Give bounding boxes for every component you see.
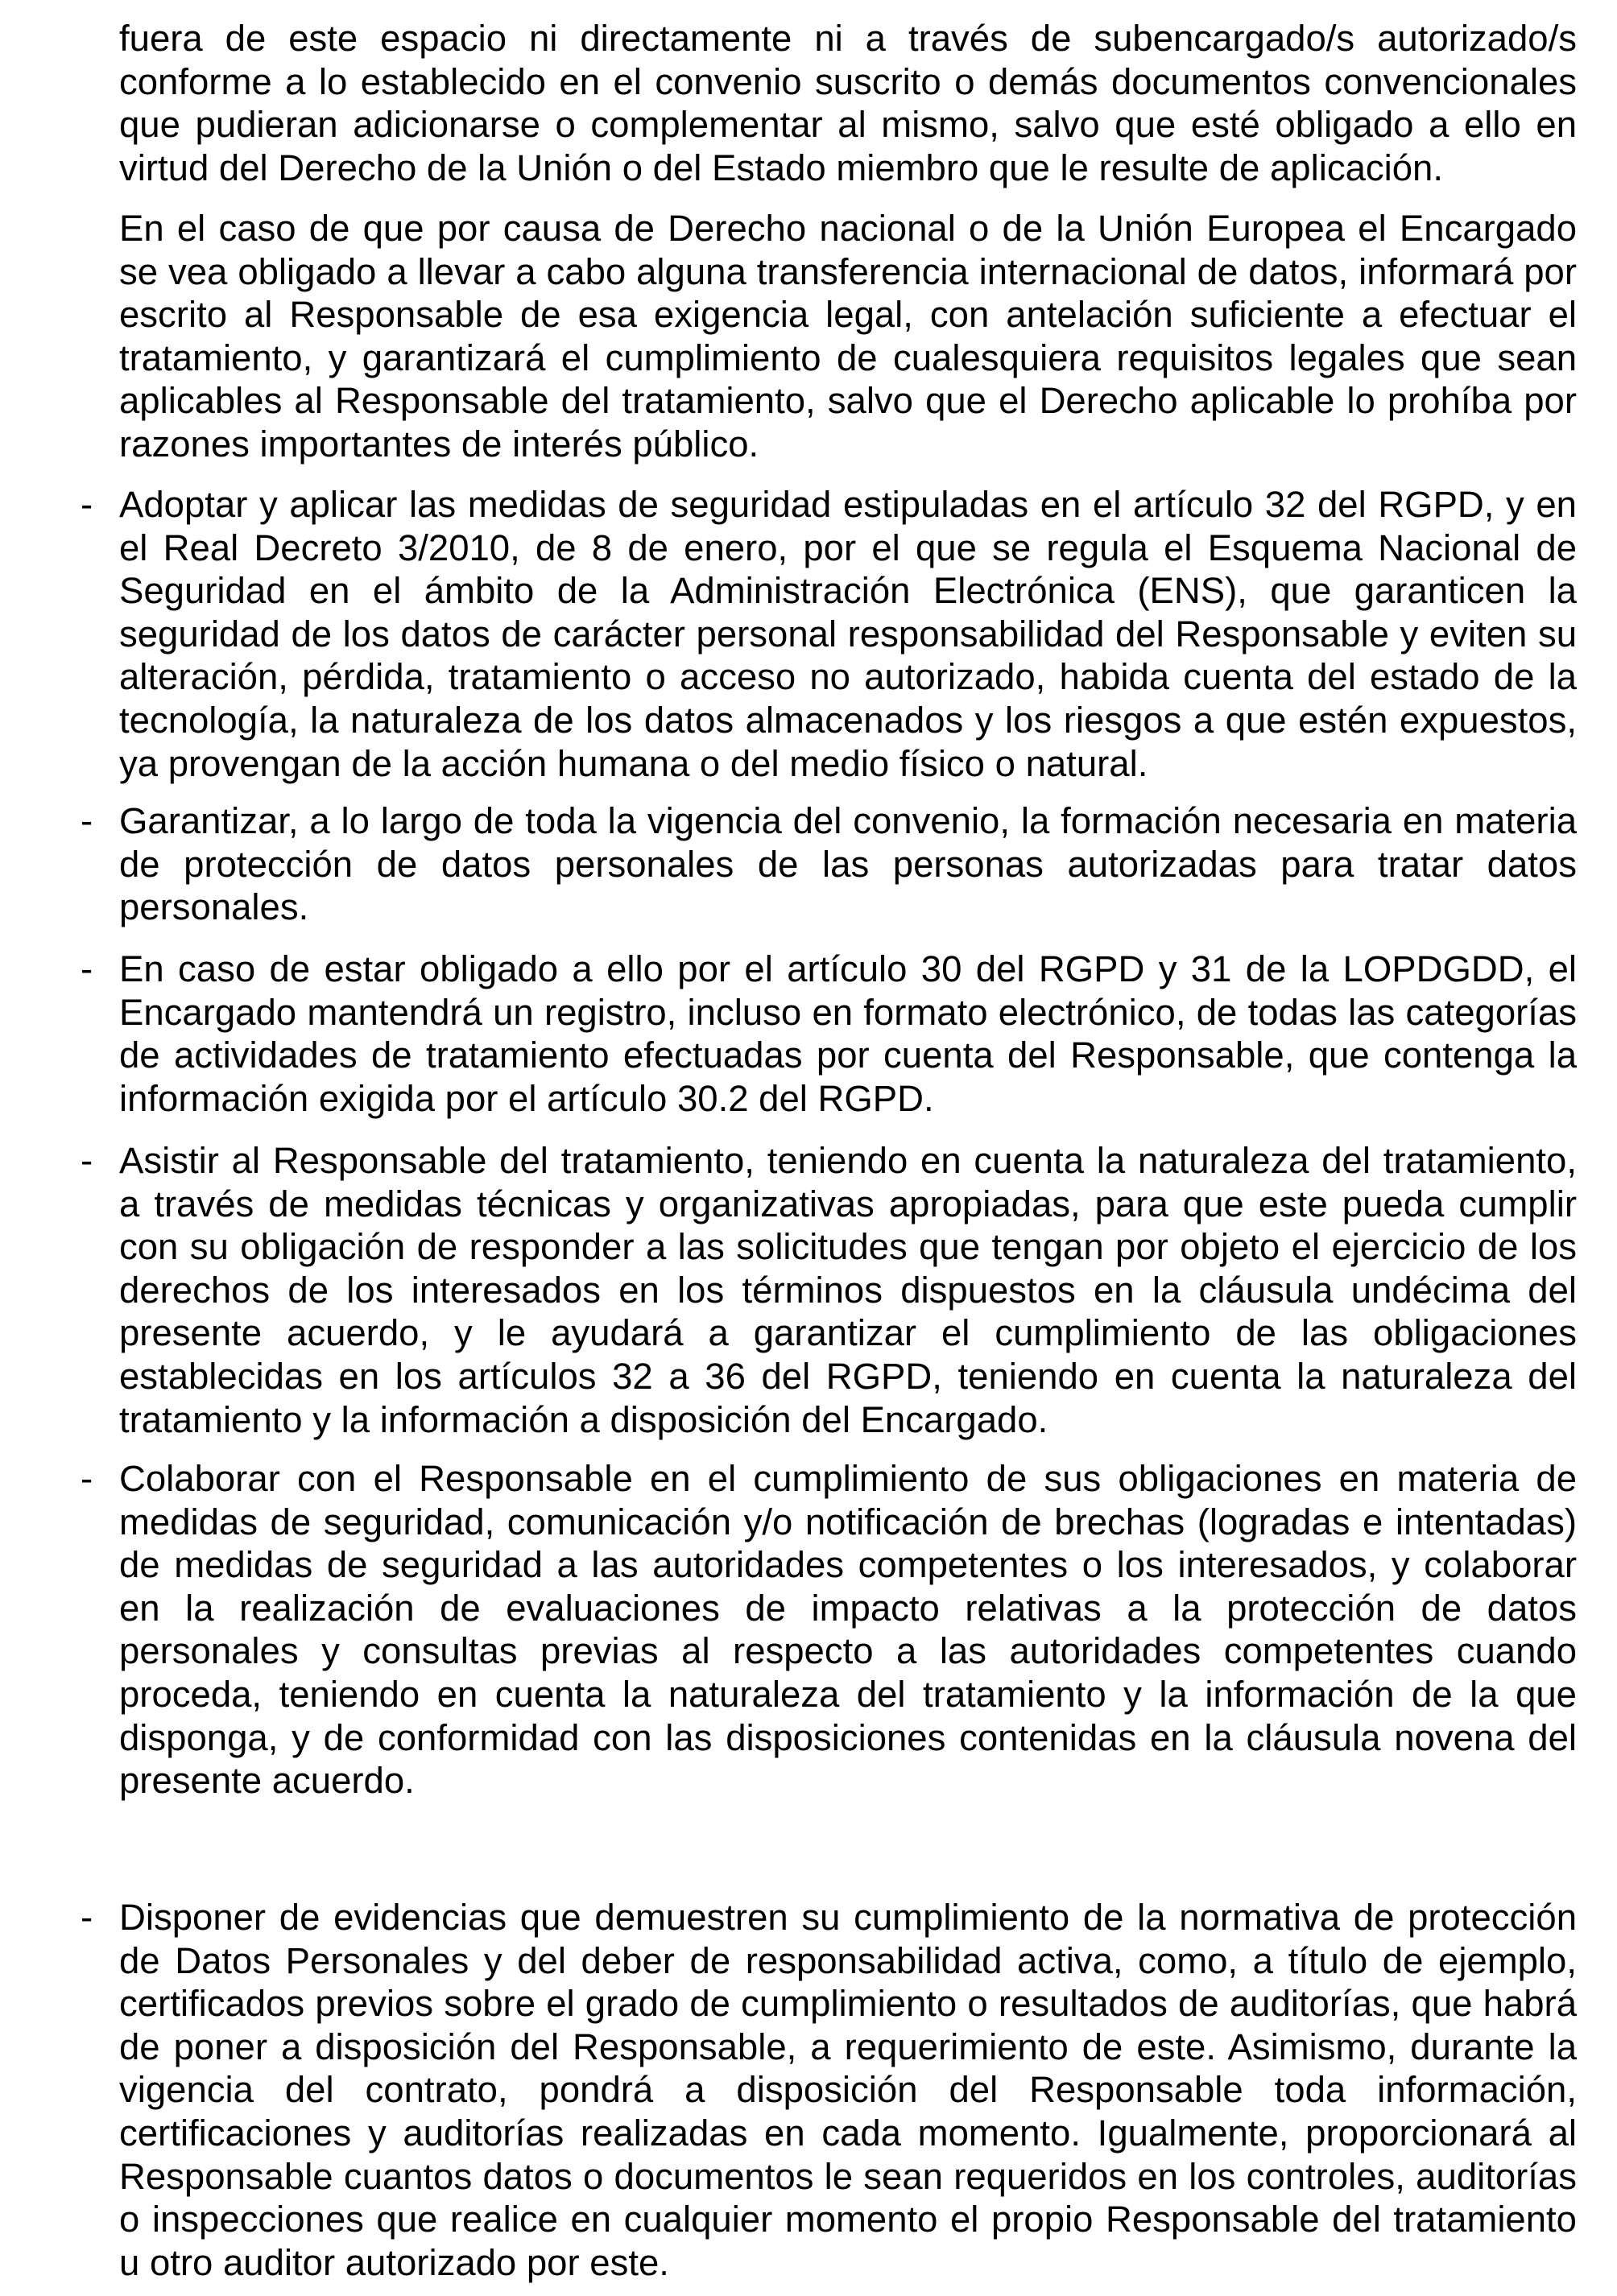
list-item-security-measures: Adoptar y aplicar las medidas de seguridad estipuladas en el artículo 32 del RGPD, y en el Real Decreto 3/2010, de 8 de enero, por el que se regula el Esquema Nacional de Seguridad en el ámbito de la Administración Electrónica (ENS), que garanticen la seguridad de los datos de carácter personal responsabilidad del Responsable y eviten su alteración, pérdida, tratamiento o acceso no autorizado, habida cuenta del estado de la tecnología, la naturaleza de los datos almacenados y los riesgos a que estén expuestos, ya provengan de la acción humana o del medio físico o natural. — [119, 484, 1577, 784]
paragraph-continuation: fuera de este espacio ni directamente ni a través de subencargado/s autorizado/s conforme a lo establecido en el convenio suscrito o demás documentos convencionales que pudieran adicionarse o complementar al mismo, salvo que esté obligado a ello en virtud del Derecho de la Unión o del Estado miembro que le resulte de aplicación. — [119, 18, 1577, 188]
list-item-assist-responsible: Asistir al Responsable del tratamiento, teniendo en cuenta la naturaleza del tratamiento, a través de medidas técnicas y organizativas apropiadas, para que este pueda cumplir con su obligación de responder a las solicitudes que tengan por objeto el ejercicio de los derechos de los interesados en los términos dispuestos en la cláusula undécima del presente acuerdo, y le ayudará a garantizar el cumplimiento de las obligaciones establecidas en los artículos 32 a 36 del RGPD, teniendo en cuenta la naturaleza del tratamiento y la información a disposición del Encargado. — [119, 1140, 1577, 1440]
list-item-registry: En caso de estar obligado a ello por el artículo 30 del RGPD y 31 de la LOPDGDD, el Encargado mantendrá un registro, incluso en formato electrónico, de todas las categorías de actividades de tratamiento efectuadas por cuenta del Responsable, que contenga la información exigida por el artículo 30.2 del RGPD. — [119, 948, 1577, 1119]
bullet-marker: - — [81, 800, 93, 841]
bullet-marker: - — [81, 1140, 93, 1181]
list-item-evidence: Disponer de evidencias que demuestren su cumplimiento de la normativa de protección de Datos Personales y del deber de responsabilidad activa, como, a título de ejemplo, certificados previos sobre el grado de cumplimiento o resultados de auditorías, que habrá de poner a disposición del Responsable, a requerimiento de este. Asimismo, durante la vigencia del contrato, pondrá a disposición del Responsable toda información, certificaciones y auditorías realizadas en cada momento. Igualmente, proporcionará al Responsable cuantos datos o documentos le sean requeridos en los controles, auditorías o inspecciones que realice en cualquier momento el propio Responsable del tratamiento u otro auditor autorizado por este. — [119, 1897, 1577, 2283]
bullet-marker: - — [81, 484, 93, 525]
list-item-collaborate: Colaborar con el Responsable en el cumplimiento de sus obligaciones en materia de medidas de seguridad, comunicación y/o notificación de brechas (logradas e intentadas) de medidas de seguridad a las autoridades competentes o los interesados, y colaborar en la realización de evaluaciones de impacto relativas a la protección de datos personales y consultas previas al respecto a las autoridades competentes cuando proceda, teniendo en cuenta la naturaleza del tratamiento y la información de la que disponga, y de conformidad con las disposiciones contenidas en la cláusula novena del presente acuerdo. — [119, 1458, 1577, 1802]
paragraph-international-transfer: En el caso de que por causa de Derecho nacional o de la Unión Europea el Encargado se vea obligado a llevar a cabo alguna transferencia internacional de datos, informará por escrito al Responsable de esa exigencia legal, con antelación suficiente a efectuar el tratamiento, y garantizará el cumplimiento de cualesquiera requisitos legales que sean aplicables al Responsable del tratamiento, salvo que el Derecho aplicable lo prohíba por razones importantes de interés público. — [119, 208, 1577, 465]
list-item-training: Garantizar, a lo largo de toda la vigencia del convenio, la formación necesaria en materia de protección de datos personales de las personas autorizadas para tratar datos personales. — [119, 800, 1577, 928]
bullet-marker: - — [81, 948, 93, 989]
bullet-marker: - — [81, 1458, 93, 1499]
bullet-marker: - — [81, 1897, 93, 1938]
